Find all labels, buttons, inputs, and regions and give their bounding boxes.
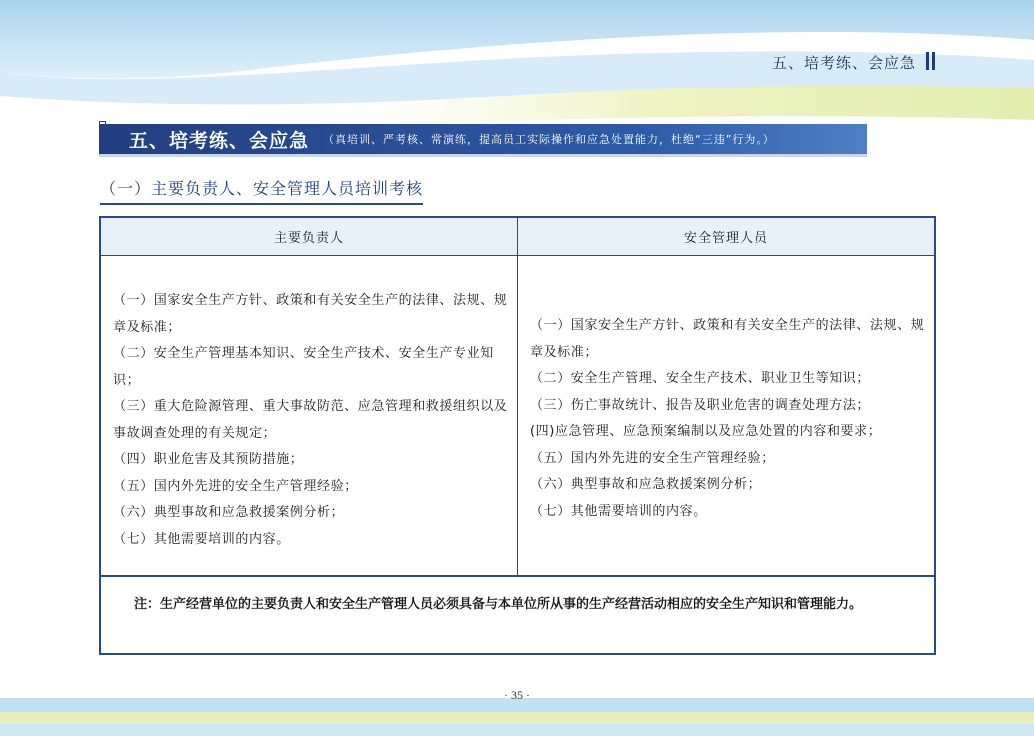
table-note: 注：生产经营单位的主要负责人和安全生产管理人员必须具备与本单位所从事的生产经营活动相应的安全生产知识和管理能力。 (134, 597, 863, 612)
list-item: （五）国内外先进的安全生产管理经验； (530, 450, 775, 466)
running-header-title: 五、培考练、会应急 (771, 54, 916, 72)
list-item: （二）安全生产管理基本知识、安全生产技术、安全生产专业知识； (113, 346, 494, 388)
column-header-safety-manager: 安全管理人员 (518, 218, 934, 256)
table-note-row (101, 577, 934, 653)
list-item: （六）典型事故和应急救援案例分析； (113, 505, 345, 520)
column-header-principal: 主要负责人 (101, 218, 518, 256)
list-item: （四）职业危害及其预防措施； (113, 452, 304, 467)
section-note: （真培训、严考核、常演练，提高员工实际操作和应急处置能力，杜绝“三违”行为。） (323, 133, 775, 146)
principal-training-list (101, 256, 518, 577)
page-number: · 35 · (504, 688, 530, 702)
list-item: （五）国内外先进的安全生产管理经验； (113, 478, 358, 494)
list-item: （一）国家安全生产方针、政策和有关安全生产的法律、法规、规章及标准； (530, 318, 925, 360)
subsection-heading: （一）主要负责人、安全管理人员培训考核 (100, 176, 423, 205)
list-item: （三）伤亡事故统计、报告及职业危害的调查处理方法； (530, 397, 871, 413)
training-table (99, 216, 936, 655)
list-item: （七）其他需要培训的内容。 (113, 531, 290, 547)
list-item: （一）国家安全生产方针、政策和有关安全生产的法律、法规、规章及标准； (113, 293, 508, 335)
list-item: （二）安全生产管理、安全生产技术、职业卫生等知识； (530, 371, 871, 386)
list-item: （三）重大危险源管理、重大事故防范、应急管理和救援组织以及事故调查处理的有关规定； (113, 399, 508, 441)
list-item: （六）典型事故和应急救援案例分析； (530, 477, 762, 492)
list-item: (四)应急管理、应急预案编制以及应急处置的内容和要求； (530, 424, 882, 439)
safety-manager-training-list (518, 256, 934, 577)
footer-wave-decoration (0, 672, 1034, 736)
list-item: （七）其他需要培训的内容。 (530, 503, 707, 519)
section-title: 五、培考练、会应急 (129, 129, 310, 152)
running-header-bar-icon (926, 52, 935, 70)
section-heading-band (99, 124, 867, 157)
